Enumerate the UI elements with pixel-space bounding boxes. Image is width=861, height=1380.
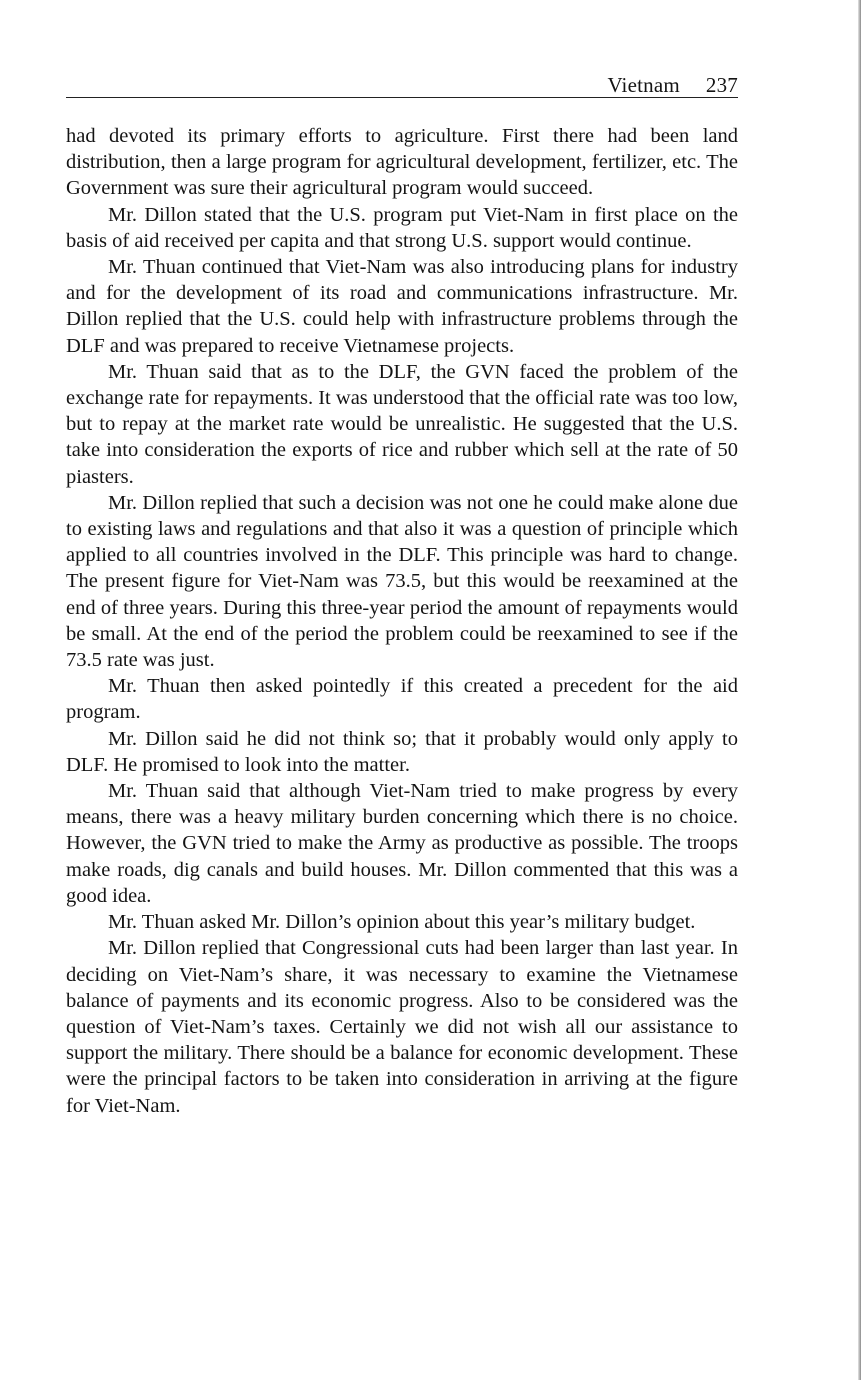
paragraph-8: Mr. Thuan said that although Viet-Nam tried to make progress by every means, there was a heavy military burden concerning which there is no choice. However, the GVN tried to make the Army as productive as possible. The troops make roads, dig canals and build houses. Mr. Dillon commented that this was a good idea. bbox=[66, 780, 738, 907]
paragraph-1: had devoted its primary efforts to agriculture. First there had been land distribution, then a large program for agricultural development, fertilizer, etc. The Government was sure their agricultural program would succeed. bbox=[66, 125, 738, 200]
paragraph-7: Mr. Dillon said he did not think so; that it probably would only apply to DLF. He promised to look into the matter. bbox=[66, 727, 738, 776]
paragraph-3: Mr. Thuan continued that Viet-Nam was also introducing plans for industry and for the development of its road and communications infrastructure. Mr. Dillon replied that the U.S. could help with infrastructure problems through the DLF and was prepared to receive Vietnamese projects. bbox=[66, 256, 738, 357]
page-header bbox=[66, 70, 738, 98]
body-text bbox=[66, 123, 738, 1119]
running-head: Vietnam bbox=[607, 73, 680, 97]
paragraph-10: Mr. Dillon replied that Congressional cuts had been larger than last year. In deciding on Viet-Nam’s share, it was necessary to examine the Vietnamese balance of payments and its economic progress. Also to be considered was the question of Viet-Nam’s taxes. Certainly we did not wish all our assistance to support the military. There should be a balance for economic development. These were the principal factors to be taken into consideration in arriving at the figure for Viet-Nam. bbox=[66, 937, 738, 1117]
paragraph-9: Mr. Thuan asked Mr. Dillon’s opinion about this year’s military budget. bbox=[108, 911, 696, 934]
paragraph-6: Mr. Thuan then asked pointedly if this created a precedent for the aid program. bbox=[66, 675, 738, 724]
paragraph-4: Mr. Thuan said that as to the DLF, the GVN faced the problem of the exchange rate for repayments. It was understood that the official rate was too low, but to repay at the market rate would be unrealistic. He suggested that the U.S. take into consideration the exports of rice and rubber which sell at the rate of 50 piasters. bbox=[66, 360, 738, 488]
paragraph-2: Mr. Dillon stated that the U.S. program put Viet-Nam in first place on the basis of aid received per capita and that strong U.S. support would continue. bbox=[66, 203, 738, 252]
paragraph-5: Mr. Dillon replied that such a decision was not one he could make alone due to existing laws and regulations and that also it was a question of principle which applied to all countries involved in the DLF. This principle was hard to change. The present figure for Viet-Nam was 73.5, but this would be reexamined at the end of three years. During this three-year period the amount of repayments would be small. At the end of the period the problem could be reexamined to see if the 73.5 rate was just. bbox=[66, 491, 738, 672]
page-number: 237 bbox=[705, 73, 738, 97]
